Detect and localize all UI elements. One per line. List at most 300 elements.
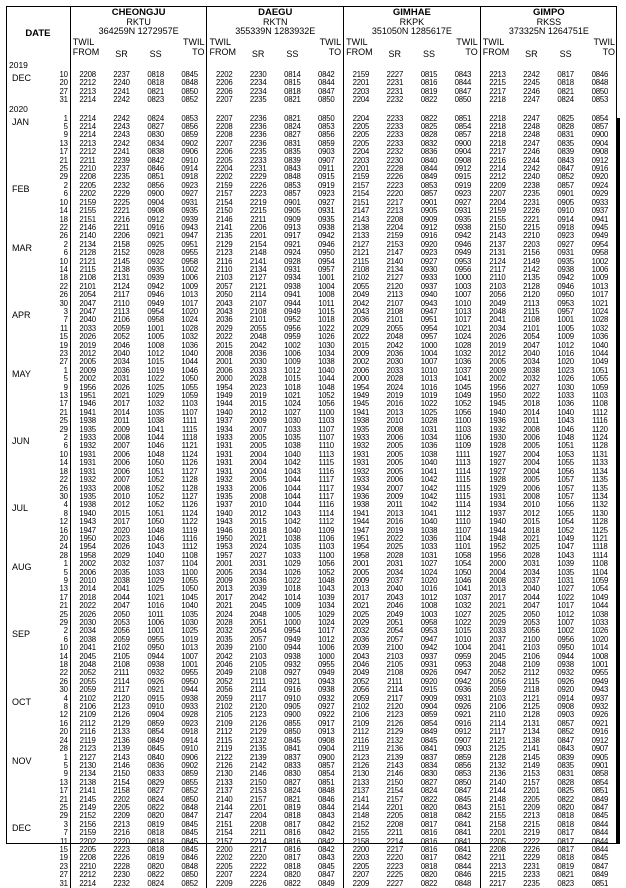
sunset-values-cell — [275, 501, 309, 560]
twil-to-values: 1051 1055 1059 1103 1108 1112 1116 1120 — [591, 366, 609, 434]
month-label: JUN — [12, 436, 30, 447]
twil-to-values: 1126 1124 1122 1119 1116 1112 1108 — [181, 501, 198, 560]
sunset-values-cell — [412, 115, 446, 182]
sunset-values: 0949 0952 0956 0959 1002 1006 1009 — [284, 307, 301, 367]
spacer-cell — [70, 61, 104, 71]
spacer-cell — [241, 105, 275, 115]
twil-to-values: 1037 1041 1045 1049 1052 1056 1100 1103 — [454, 366, 472, 434]
sunset-values: 0954 0949 0944 0938 0932 0927 0921 0916 — [284, 627, 301, 695]
sunset-values-cell — [139, 367, 173, 434]
day-numbers: 2 6 10 14 18 22 26 30 — [59, 240, 68, 308]
twil-to-values-cell — [173, 182, 207, 241]
sunrise-values: 2153 2147 2140 2134 2127 2120 2113 2107 — [386, 240, 404, 308]
sunrise-values-cell — [514, 754, 548, 821]
sunrise-values: 2154 2148 2141 2134 2127 2121 2114 2107 — [249, 240, 267, 308]
twil-from-values-cell — [70, 434, 104, 501]
month-cell — [6, 501, 70, 560]
sunrise-values-cell — [104, 241, 138, 308]
sunset-values: 0821 0824 0827 0831 0835 0839 0843 0848 — [284, 114, 301, 182]
sunset-values: 0957 1001 1005 1009 1012 1016 1020 — [557, 307, 574, 367]
month-label: APR — [12, 309, 31, 320]
sunrise-values-cell — [514, 560, 548, 627]
sunset-header: SS — [422, 49, 435, 59]
date-column-header: DATE — [25, 28, 51, 39]
sunrise-values-cell — [378, 434, 412, 501]
twil-to-values-cell — [446, 695, 480, 754]
sunset-values-cell — [275, 560, 309, 627]
twil-sub-label: TO — [328, 47, 342, 57]
sunrise-values: 2230 2234 2234 2235 — [249, 71, 267, 105]
spacer-cell — [480, 105, 514, 115]
sunset-values: 0954 0958 1001 1005 1008 1012 1015 — [147, 307, 164, 367]
sunrise-values-cell — [514, 115, 548, 182]
twil-from-values: 2137 2131 2124 2117 2110 2103 2056 2049 — [489, 240, 506, 308]
sunset-values: 0927 0931 0935 0938 0942 0946 0950 0953 — [557, 240, 574, 308]
sunrise-values-cell — [241, 754, 275, 821]
sunrise-values-cell — [378, 754, 412, 821]
sunset-values: 0818 0817 0817 0817 0818 0819 0821 0823 — [557, 820, 574, 888]
sunrise-values: 2115 2108 2101 2054 2047 2040 2034 — [523, 307, 540, 367]
twil-to-values: 0919 0923 0927 0931 0935 0938 0942 — [317, 181, 335, 241]
sunrise-values-cell — [104, 754, 138, 821]
twil-from-values-cell — [70, 627, 104, 694]
twil-to-values-cell — [309, 115, 343, 182]
twil-from-values: 2047 2040 2033 2026 2019 2012 2005 — [79, 307, 96, 367]
twil-to-values-cell — [583, 182, 617, 241]
twil-to-values-cell — [446, 821, 480, 888]
twil-to-values-cell — [446, 367, 480, 434]
twil-to-values-cell — [309, 71, 343, 105]
sunrise-values: 2238 2235 2231 2226 2221 2215 2210 — [523, 181, 540, 241]
sunset-values-cell — [275, 754, 309, 821]
twil-to-values-cell — [583, 308, 617, 367]
sunrise-values: 2010 2012 2015 2018 2021 2025 2028 — [523, 501, 540, 560]
twil-from-header — [344, 37, 378, 61]
twil-from-values: 2158 2201 2205 2208 2211 2213 2215 2217 — [489, 820, 506, 888]
spacer-cell — [104, 105, 138, 115]
sunrise-values-cell — [104, 434, 138, 501]
spacer-cell — [549, 105, 583, 115]
twil-from-values: 2152 2155 2158 2200 2203 2205 2207 2209 — [352, 820, 370, 888]
sunset-values-cell — [412, 695, 446, 754]
sunset-values: 0856 0900 0904 0908 0912 0916 0921 — [147, 181, 164, 241]
twil-to-values-cell — [173, 308, 207, 367]
twil-to-values: 0854 0857 0900 0904 0908 0912 0916 0920 — [591, 114, 609, 182]
sunset-values-cell — [139, 71, 173, 105]
sunset-values: 0837 0833 0830 0827 0824 0821 0819 0818 — [284, 753, 301, 821]
sunrise-values: 2236 2236 2236 2236 2235 2233 2231 2229 — [249, 114, 267, 182]
twil-to-values-cell — [446, 560, 480, 627]
station-code: RKSS — [480, 18, 617, 27]
twil-to-values: 0845 0848 0850 0852 — [181, 71, 198, 105]
sunset-values: 0909 0904 0859 0854 0849 0845 0841 — [420, 694, 438, 754]
twil-label: TWIL — [209, 37, 231, 47]
sunset-values: 0853 0857 0901 0905 0909 0912 0916 — [420, 181, 438, 241]
twil-to-values-cell — [309, 501, 343, 560]
month-cell — [6, 821, 70, 888]
sunset-values-cell — [275, 308, 309, 367]
twil-to-values-cell — [309, 434, 343, 501]
twil-from-values-cell — [344, 627, 378, 694]
sunset-values-cell — [412, 308, 446, 367]
spacer-cell — [344, 61, 378, 71]
day-numbers: 2 6 10 14 18 22 26 30 — [59, 627, 68, 695]
sunrise-values: 2121 2125 2128 2131 2134 2138 2141 — [523, 694, 540, 754]
twil-to-values: 0906 0902 0859 0855 0852 0850 0848 0847 — [181, 753, 198, 821]
sunset-values: 1034 1036 1038 1040 1041 1042 1042 1042 — [420, 434, 438, 501]
sunset-values: 0815 0816 0819 0822 — [420, 71, 438, 105]
sunset-values-cell — [139, 182, 173, 241]
sunset-values-cell — [412, 627, 446, 694]
twil-from-values-cell — [344, 560, 378, 627]
page-edge-bar — [617, 118, 620, 844]
twil-from-values-cell — [480, 627, 514, 694]
month-cell — [6, 434, 70, 501]
sunset-values: 1044 1043 1042 1040 1038 1035 1033 — [284, 501, 301, 560]
sunrise-values-cell — [378, 821, 412, 888]
twil-to-values: 0905 0901 0858 0854 0851 0849 0847 0845 — [591, 753, 609, 821]
twil-from-values-cell — [344, 434, 378, 501]
station-code: RKPK — [344, 18, 481, 27]
sunrise-values-cell — [241, 434, 275, 501]
twil-sub-label: TO — [465, 47, 478, 57]
sunset-values: 1052 1051 1050 1048 1046 1043 1040 — [147, 501, 164, 560]
twil-to-values: 0923 0927 0931 0935 0939 0943 0947 — [181, 181, 198, 241]
sunset-values-cell — [139, 115, 173, 182]
twil-from-values: 2122 2126 2130 2133 2137 2140 2144 2147 — [216, 753, 233, 821]
sunrise-values: 2203 2156 2149 2142 2135 2128 2120 2113 — [523, 240, 540, 308]
twil-to-values: 1015 1010 1004 0959 0953 0947 0942 0936 — [454, 627, 472, 695]
twil-to-values: 0841 0841 0841 0841 0842 0844 0846 0848 — [454, 820, 472, 888]
twil-to-values-cell — [446, 115, 480, 182]
sunset-values-cell — [275, 821, 309, 888]
twil-from-values-cell — [480, 71, 514, 105]
sunset-values-cell — [412, 821, 446, 888]
twil-to-values-cell — [583, 695, 617, 754]
twil-from-values: 2043 2036 2029 2022 2015 2009 2002 — [352, 307, 370, 367]
spacer-cell — [583, 61, 617, 71]
twil-from-values: 2000 2004 2008 2013 2017 2021 2025 2029 — [489, 560, 506, 627]
twil-sub-label: FROM — [346, 47, 373, 57]
twil-to-values: 1116 1114 1112 1109 1106 1103 1100 — [318, 501, 335, 560]
sunset-values: 1037 1033 1029 1025 1021 1016 1011 1006 — [147, 560, 164, 627]
day-numbers: 10 20 27 31 — [59, 71, 68, 105]
spacer-cell — [412, 105, 446, 115]
month-cell — [6, 71, 70, 105]
sunrise-values-cell — [104, 627, 138, 694]
twil-to-values-cell — [173, 754, 207, 821]
month-row — [6, 434, 617, 501]
twilight-table-body — [6, 61, 617, 888]
twil-to-values-cell — [309, 308, 343, 367]
twil-from-values-cell — [480, 308, 514, 367]
twil-to-header — [446, 37, 480, 61]
sunrise-values-cell — [514, 695, 548, 754]
year-row — [6, 105, 617, 115]
twil-from-values-cell — [480, 241, 514, 308]
sunrise-values-cell — [241, 241, 275, 308]
sunrise-values: 2032 2035 2038 2041 2044 2047 2050 2053 — [113, 560, 130, 627]
twil-from-values: 2103 2106 2110 2114 2117 2121 2125 — [489, 694, 506, 754]
twil-to-values-cell — [446, 71, 480, 105]
sunset-values: 0818 0818 0821 0823 — [147, 71, 164, 105]
sunrise-values-cell — [104, 308, 138, 367]
twil-from-values: 2207 2208 2208 2207 2206 2205 2204 2202 — [216, 114, 233, 182]
twil-from-values: 2218 2218 2218 2218 2217 2216 2214 2212 — [489, 114, 506, 182]
sunrise-values: 2117 2120 2123 2126 2129 2132 2135 — [249, 694, 267, 754]
twil-label: TWIL — [319, 37, 342, 47]
twil-to-values: 1017 1012 1006 1000 0955 0949 0943 0938 — [317, 627, 335, 695]
month-cell — [6, 627, 70, 694]
sunset-values: 0840 0836 0833 0829 0827 0824 0822 0820 — [147, 753, 164, 821]
sunrise-values: 2242 2245 2246 2247 — [523, 71, 540, 105]
twil-to-values: 0851 0854 0857 0900 0904 0908 0912 0915 — [454, 114, 472, 182]
sunset-values-cell — [139, 308, 173, 367]
sunset-values: 0915 0910 0904 0859 0854 0849 0845 — [147, 694, 164, 754]
sunset-values-cell — [549, 821, 583, 888]
sunset-values: 1002 0956 0950 0944 0938 0932 0926 0920 — [557, 627, 574, 695]
twil-from-values: 1937 1940 1943 1946 1950 1953 1957 — [216, 501, 233, 560]
station-name: CHEONGJU — [70, 6, 207, 18]
sunset-values-cell — [549, 182, 583, 241]
sunset-values: 0824 0827 0830 0834 0838 0842 0846 0851 — [147, 114, 164, 182]
spacer-cell — [446, 105, 480, 115]
sunset-values: 0817 0816 0816 0816 0817 0818 0820 0822 — [420, 820, 438, 888]
sunrise-values: 2010 2012 2015 2018 2021 2024 2027 — [249, 501, 267, 560]
month-label: DEC — [12, 73, 32, 83]
sunset-values: 1019 1022 1025 1029 1032 1035 1038 1041 — [147, 366, 164, 434]
twil-from-values-cell — [207, 754, 241, 821]
sunset-values: 1010 1013 1016 1019 1022 1025 1028 1031 — [420, 366, 438, 434]
sunset-values-cell — [275, 115, 309, 182]
year-label: 2019 — [6, 61, 70, 71]
station-coordinates: 355339N 1283932E — [207, 27, 344, 37]
month-cell — [6, 241, 70, 308]
twil-from-values-cell — [480, 754, 514, 821]
twil-to-values: 1106 1109 1111 1113 1114 1115 1115 1115 — [454, 434, 471, 501]
twil-label: TWIL — [72, 37, 95, 47]
twil-from-values-cell — [70, 241, 104, 308]
sunset-values: 0837 0834 0830 0827 0824 0822 0820 0818 — [420, 753, 438, 821]
twil-to-values: 0842 0844 0847 0850 — [317, 71, 335, 105]
station-coordinates: 373325N 1264751E — [480, 27, 617, 37]
sunset-values-cell — [412, 754, 446, 821]
sunrise-values-cell — [378, 501, 412, 560]
twil-from-values-cell — [70, 367, 104, 434]
sunset-values-cell — [139, 434, 173, 501]
spacer-cell — [139, 105, 173, 115]
day-numbers: 3 7 11 15 19 23 27 — [59, 307, 68, 367]
sunset-values-cell — [275, 695, 309, 754]
station-coordinates: 364259N 1272957E — [70, 27, 207, 37]
twil-to-values-cell — [309, 821, 343, 888]
twil-to-values: 0843 0844 0847 0850 — [454, 71, 472, 105]
twil-label: TWIL — [482, 37, 505, 47]
twil-from-values: 2159 2157 2154 2150 2146 2141 2135 — [216, 181, 233, 241]
sunrise-values-cell — [104, 367, 138, 434]
month-row — [6, 115, 617, 182]
spacer-cell — [446, 61, 480, 71]
month-row — [6, 627, 617, 694]
twil-from-values-cell — [480, 367, 514, 434]
sunset-values-cell — [412, 501, 446, 560]
twil-sub-label: FROM — [72, 47, 100, 57]
month-cell — [6, 560, 70, 627]
sunset-values: 0819 0818 0818 0818 0819 0820 0822 0824 — [147, 820, 164, 888]
sunrise-values-cell — [514, 182, 548, 241]
twil-from-values: 2151 2154 2157 2200 2202 2205 2207 2209 — [216, 820, 233, 888]
sunset-values-cell — [275, 71, 309, 105]
month-label: JAN — [12, 116, 30, 127]
twil-from-values: 2006 2000 1954 1949 1944 1940 1937 1934 — [216, 366, 233, 434]
sunrise-values: 2208 2211 2214 2217 2220 2223 2225 2227 — [386, 820, 404, 888]
sunset-values-cell — [549, 560, 583, 627]
twil-to-values: 0924 0929 0933 0937 0941 0945 0949 — [591, 181, 609, 241]
sunrise-header: SR — [388, 49, 402, 59]
sunset-values-cell — [275, 434, 309, 501]
spacer-cell — [275, 105, 309, 115]
sunset-values-cell — [549, 115, 583, 182]
twil-to-values-cell — [309, 560, 343, 627]
sunrise-header: SR — [115, 49, 128, 59]
sunrise-values-cell — [514, 71, 548, 105]
twil-to-header — [173, 37, 207, 61]
twil-from-values: 1938 1940 1943 1947 1950 1954 1958 — [79, 501, 96, 560]
sunrise-values: 2036 2031 2026 2021 2017 2014 2011 2009 — [113, 366, 130, 434]
sunset-values-cell — [412, 560, 446, 627]
twil-from-values-cell — [480, 821, 514, 888]
twil-from-values: 2032 2035 2039 2042 2046 2049 2052 2056 — [216, 627, 233, 695]
twil-from-values-cell — [70, 115, 104, 182]
twil-from-values: 1930 1928 1927 1927 1927 1928 1929 1931 — [489, 434, 506, 501]
twil-to-values-cell — [173, 434, 207, 501]
sunrise-values: 2033 2028 2023 2019 2015 2012 2009 2007 — [249, 366, 267, 434]
day-numbers: 1 5 9 13 17 21 25 29 — [59, 366, 68, 434]
day-numbers: 2 6 10 14 18 22 26 — [59, 181, 68, 241]
sunrise-values: 2031 2034 2037 2040 2044 2047 2050 2053 — [523, 560, 540, 627]
sunrise-values-cell — [241, 115, 275, 182]
sunrise-values-cell — [241, 367, 275, 434]
spacer-cell — [480, 61, 514, 71]
twil-from-values-cell — [344, 308, 378, 367]
month-label: AUG — [12, 562, 32, 573]
twil-from-values-cell — [207, 695, 241, 754]
month-row — [6, 695, 617, 754]
sunrise-values-cell — [378, 308, 412, 367]
spacer-cell — [514, 61, 548, 71]
month-cell — [6, 115, 70, 182]
twil-from-values-cell — [70, 695, 104, 754]
month-row — [6, 308, 617, 367]
day-numbers: 4 8 12 16 20 24 28 — [59, 694, 68, 754]
sunset-values-cell — [412, 241, 446, 308]
twil-to-values-cell — [173, 241, 207, 308]
twil-to-values-cell — [173, 821, 207, 888]
twil-from-values: 1934 1937 1940 1944 1948 1952 1956 — [489, 501, 506, 560]
sunrise-values: 2031 2034 2037 2040 2043 2046 2049 2051 — [386, 560, 404, 627]
twil-from-values-cell — [480, 501, 514, 560]
sunset-values-cell — [139, 627, 173, 694]
sunrise-values-cell — [104, 115, 138, 182]
twil-from-values: 2009 2002 1956 1951 1946 1941 1938 1935 — [79, 366, 96, 434]
twil-to-values: 0842 0842 0842 0842 0843 0845 0847 0849 — [317, 820, 335, 888]
twil-from-values-cell — [344, 182, 378, 241]
month-row — [6, 501, 617, 560]
sunrise-values-cell — [514, 627, 548, 694]
month-label: NOV — [12, 755, 32, 766]
spacer-cell — [378, 105, 412, 115]
twil-from-values: 2002 2006 2010 2014 2018 2022 2026 2030 — [79, 560, 96, 627]
spacer-cell — [549, 61, 583, 71]
twil-from-values: 2213 2215 2217 2218 — [489, 71, 506, 105]
sunrise-values-cell — [241, 627, 275, 694]
sunrise-values: 2012 2015 2017 2020 2023 2026 2029 — [113, 501, 130, 560]
sunrise-values: 2237 2240 2241 2242 — [113, 71, 130, 105]
spacer-cell — [207, 61, 241, 71]
twil-from-values-cell — [207, 501, 241, 560]
day-numbers: 1 5 9 13 17 21 25 29 — [59, 753, 68, 821]
twil-from-values-cell — [480, 115, 514, 182]
sunrise-values: 2108 2101 2055 2048 2042 2036 2030 — [249, 307, 267, 367]
twil-to-values-cell — [583, 367, 617, 434]
twil-to-values: 0853 0856 0859 0902 0906 0910 0914 0918 — [181, 114, 198, 182]
sunset-values-cell — [139, 821, 173, 888]
twil-to-values: 1104 1100 1055 1050 1045 1040 1035 1030 — [181, 560, 198, 627]
twil-sub-label: TO — [602, 47, 615, 57]
twil-to-values-cell — [583, 821, 617, 888]
twil-to-values-cell — [173, 627, 207, 694]
month-label: MAY — [12, 368, 31, 379]
month-label: DEC — [12, 822, 32, 833]
twil-from-values: 2205 2202 2159 2155 2151 2146 2140 — [79, 181, 96, 241]
sunrise-values-cell — [241, 821, 275, 888]
twil-from-values-cell — [344, 241, 378, 308]
twil-from-values: 2157 2154 2151 2147 2143 2138 2133 — [352, 181, 370, 241]
twil-from-values-cell — [207, 115, 241, 182]
sunset-values: 0910 0905 0900 0855 0850 0845 0841 — [284, 694, 301, 754]
twil-from-values-cell — [207, 821, 241, 888]
twil-from-values: 2159 2201 2203 2204 — [352, 71, 370, 105]
sunset-values: 0853 0857 0901 0905 0909 0913 0917 — [284, 181, 301, 241]
twil-from-values: 2059 2102 2105 2109 2112 2115 2119 — [216, 694, 233, 754]
sunrise-values: 2005 2005 2004 2004 2004 2005 2006 2008 — [249, 434, 267, 501]
spacer-cell — [344, 105, 378, 115]
station-code: RKTN — [207, 18, 344, 27]
sunrise-values: 2113 2106 2059 2052 2046 2040 2034 — [113, 307, 130, 367]
twil-from-values-cell — [207, 434, 241, 501]
twil-to-values-cell — [309, 367, 343, 434]
month-row — [6, 241, 617, 308]
twil-to-values: 0919 0923 0927 0931 0935 0938 0942 — [454, 181, 472, 241]
twil-from-values-cell — [207, 182, 241, 241]
twil-from-values-cell — [344, 754, 378, 821]
twil-to-values-cell — [309, 754, 343, 821]
twil-from-values: 2208 2212 2213 2214 — [79, 71, 96, 105]
month-row — [6, 367, 617, 434]
twil-to-values: 0859 0856 0853 0850 0847 0845 0843 0842 — [454, 753, 472, 821]
twil-to-values: 0937 0932 0926 0921 0916 0912 0907 — [591, 694, 609, 754]
sunset-values-cell — [139, 695, 173, 754]
twil-to-values-cell — [446, 434, 480, 501]
sunrise-values: 2215 2219 2222 2226 2229 2231 2233 2235 — [523, 820, 540, 888]
sunset-values: 0825 0828 0831 0835 0839 0843 0847 0852 — [557, 114, 574, 182]
sunset-values: 1027 1024 1020 1016 1012 1008 1003 0958 — [420, 560, 438, 627]
sunrise-values: 2145 2149 2153 2157 2201 2205 2209 2213 — [523, 753, 540, 821]
column-subheaders — [6, 37, 617, 61]
sunset-values-cell — [275, 241, 309, 308]
twil-to-values-cell — [446, 241, 480, 308]
twil-label: TWIL — [182, 37, 205, 47]
